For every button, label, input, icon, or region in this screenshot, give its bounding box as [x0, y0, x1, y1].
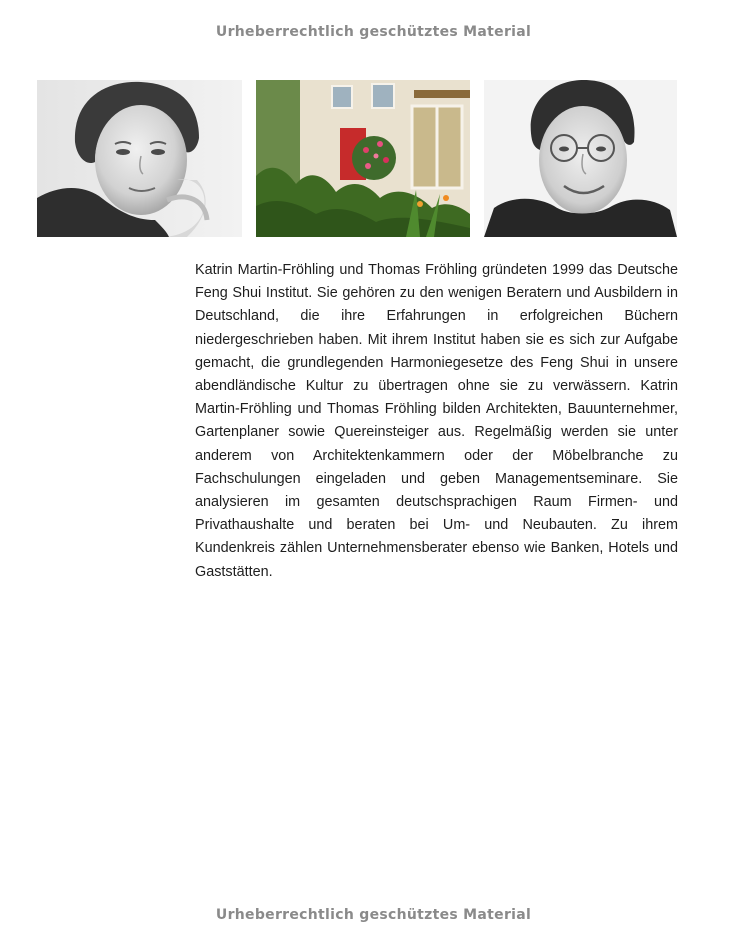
man-portrait-image	[484, 80, 677, 237]
photo-man-portrait	[484, 80, 677, 237]
photo-woman-portrait	[37, 80, 242, 237]
photo-house-garden	[256, 80, 470, 237]
house-garden-image	[256, 80, 470, 237]
copyright-watermark-top: Urheberrechtlich geschütztes Material	[215, 24, 532, 40]
copyright-watermark-bottom: Urheberrechtlich geschütztes Material	[215, 907, 532, 923]
author-biography: Katrin Martin-Fröhling und Thomas Fröhling gründeten 1999 das Deutsche Feng Shui Institut. Sie gehören zu den wenigen Beratern und Ausbildern in Deutschland, die ihre Erfahrungen in erfolgreichen Büchern niedergeschrieben haben. Mit ihrem Institut haben sie es sich zur Aufgabe gemacht, die grundlegenden Harmoniegesetze des Feng Shui in unsere abendländische Kultur zu übertragen ohne sie zu verwässern. Katrin Martin-Fröhling und Thomas Fröhling bilden Architekten, Bauunternehmer, Gartenplaner sowie Quereinsteiger aus. Regelmäßig werden sie unter anderem von Architektenkammern oder der Möbelbranche zu Fachschulungen eingeladen und geben Managementseminare. Sie analysieren im gesamten deutschsprachigen Raum Firmen- und Privathaushalte und beraten bei Um- und Neubauten. Zu ihrem Kundenkreis zählen Unternehmensberater ebenso wie Banken, Hotels und Gaststätten.	[195, 262, 678, 580]
woman-portrait-image	[37, 80, 242, 237]
